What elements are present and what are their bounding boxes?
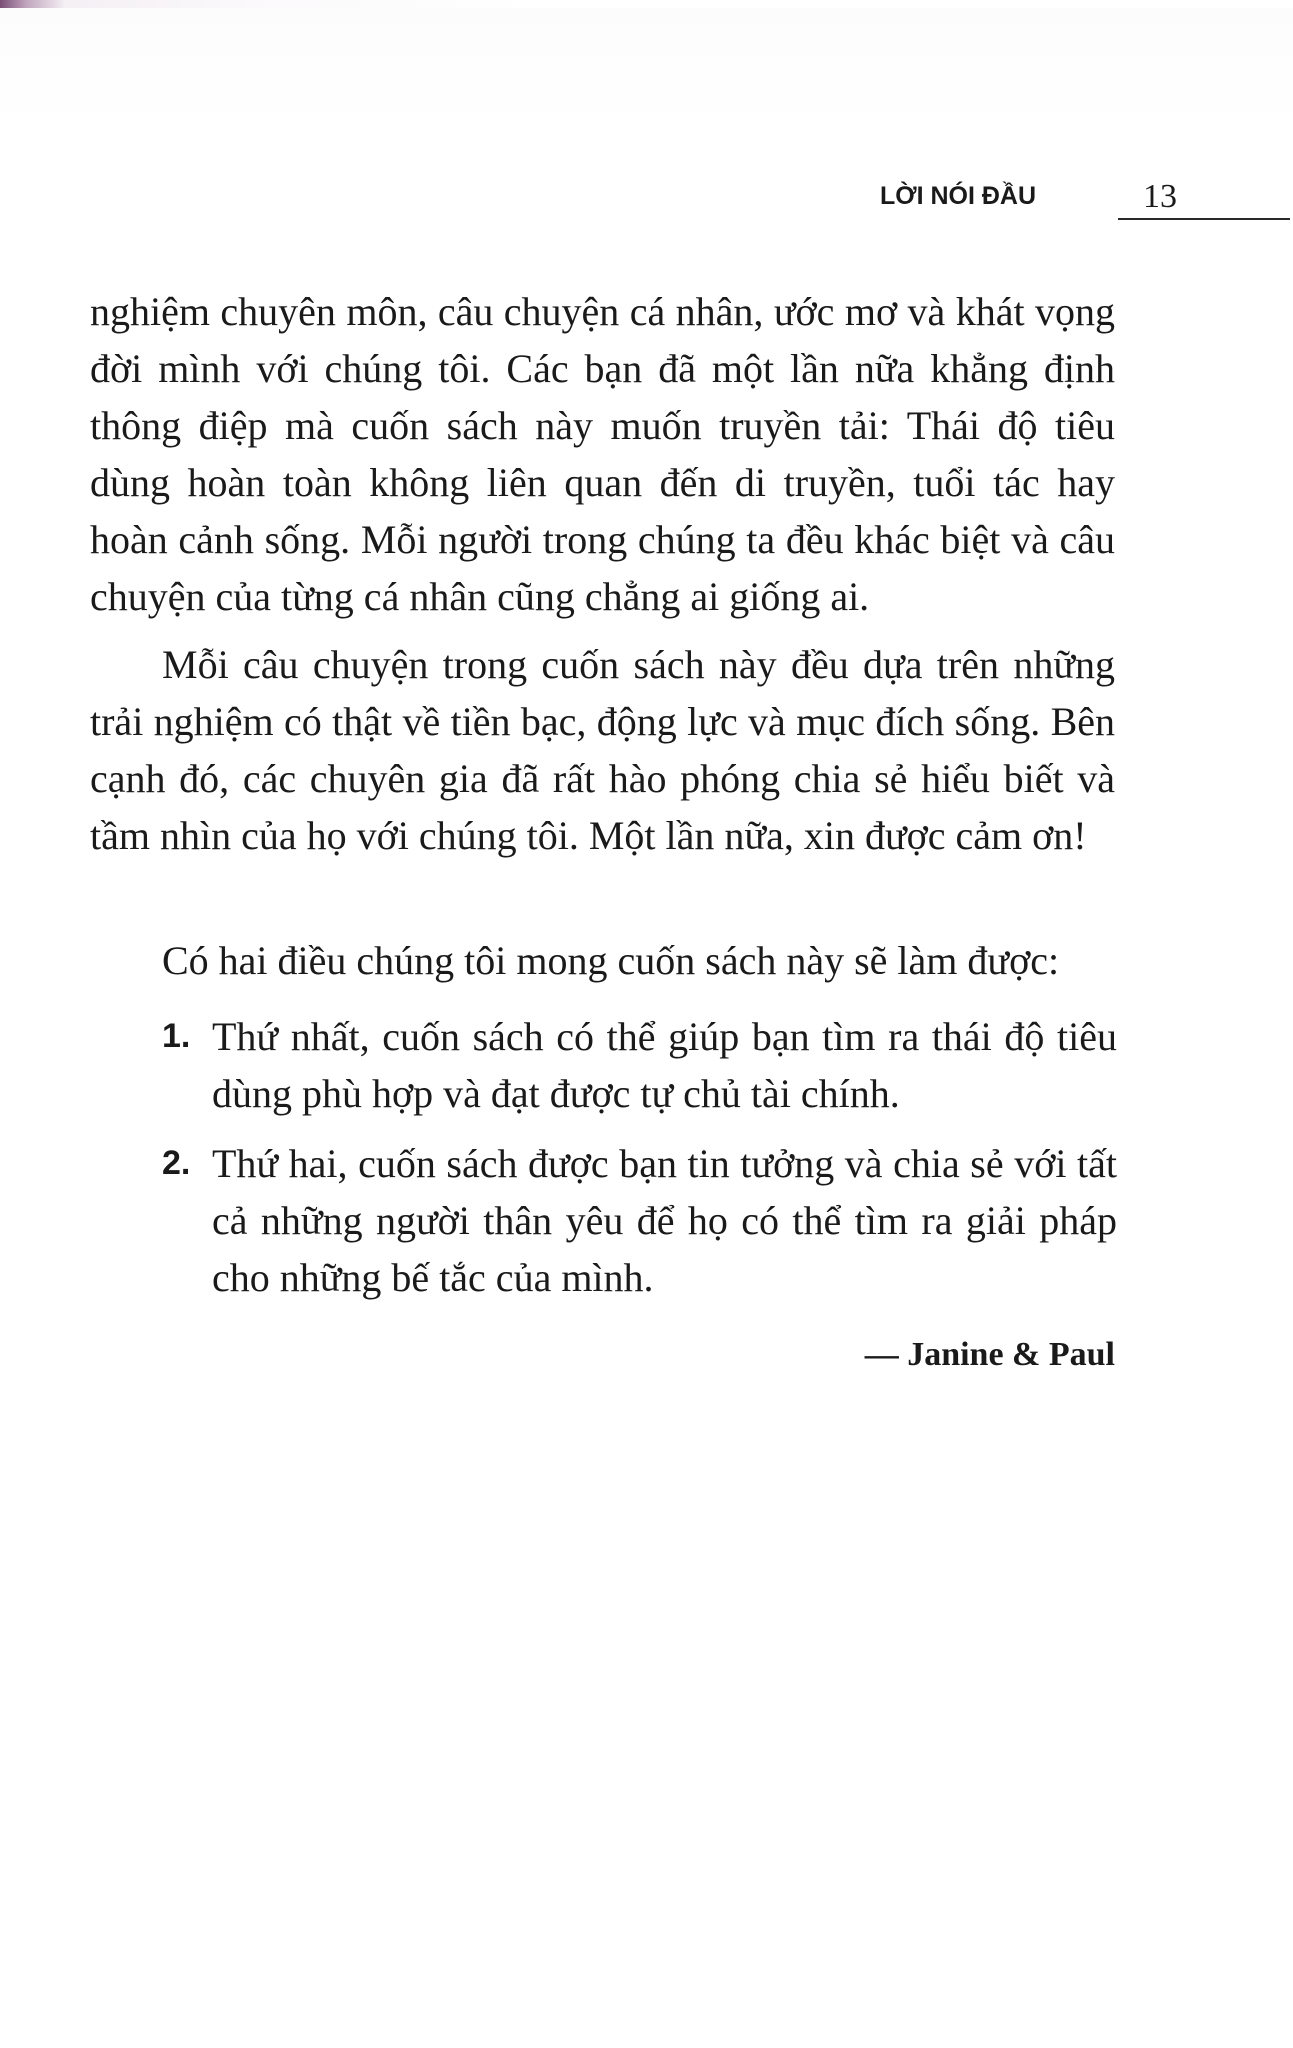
list-number: 1. bbox=[162, 1017, 191, 1055]
page-top-edge bbox=[0, 0, 1293, 8]
paragraph-1: nghiệm chuyên môn, câu chuyện cá nhân, ước mơ và khát vọng đời mình với chúng tôi. Các bạn đã một lần nữa khẳng định thông điệp mà cuốn sách này muốn truyền tải: Thái độ tiêu dùng hoàn toàn không liên quan đến di truyền, tuổi tác hay hoàn cảnh sống. Mỗi người trong chúng ta đều khác biệt và câu chuyện của từng cá nhân cũng chẳng ai giống ai. bbox=[90, 289, 1115, 619]
header-rule bbox=[1118, 218, 1290, 220]
list-text: Thứ hai, cuốn sách được bạn tin tưởng và chia sẻ với tất cả những người thân yêu để họ có thể tìm ra giải pháp cho những bế tắc của mình. bbox=[212, 1141, 1117, 1300]
list-item-1 bbox=[162, 1008, 1117, 1122]
list-item-2 bbox=[162, 1135, 1117, 1306]
list-number: 2. bbox=[162, 1144, 191, 1182]
paragraph-2: Mỗi câu chuyện trong cuốn sách này đều dựa trên những trải nghiệm có thật về tiền bạc, động lực và mục đích sống. Bên cạnh đó, các chuyên gia đã rất hào phóng chia sẻ hiểu biết và tầm nhìn của họ với chúng tôi. Một lần nữa, xin được cảm ơn! bbox=[90, 642, 1115, 858]
paragraph-3: Có hai điều chúng tôi mong cuốn sách này sẽ làm được: bbox=[162, 938, 1060, 983]
running-head-title: LỜI NÓI ĐẦU bbox=[880, 182, 1037, 210]
list-text: Thứ nhất, cuốn sách có thể giúp bạn tìm ra thái độ tiêu dùng phù hợp và đạt được tự chủ tài chính. bbox=[212, 1014, 1117, 1116]
page-number: 13 bbox=[1143, 178, 1177, 215]
signature: — Janine & Paul bbox=[864, 1336, 1115, 1373]
